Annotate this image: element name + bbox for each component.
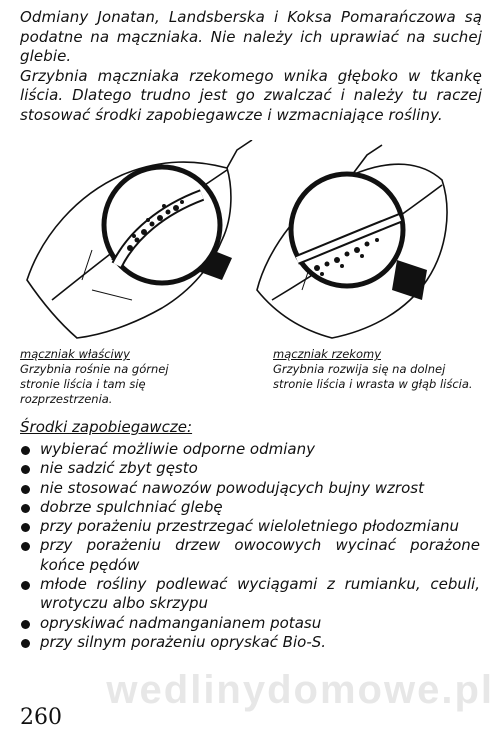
intro-paragraph-1: Odmiany Jonatan, Landsberska i Koksa Pomarańczowa są podatne na mączniaka. Nie należy ich uprawiać na suchej glebie. — [20, 8, 482, 65]
list-item-text: przy silnym porażeniu opryskać Bio-S. — [40, 632, 327, 651]
list-item — [20, 498, 480, 517]
intro-paragraph-2: Grzybnia mączniaka rzekomego wnika głęboko w tkankę liścia. Dlatego trudno jest go zwalczać i należy tu raczej stosować środki zapobiegawcze i wzmacniające rośliny. — [20, 66, 482, 124]
list-item — [20, 459, 480, 478]
caption-right — [273, 347, 473, 392]
list-item-text: wybierać możliwie odporne odmiany — [40, 440, 315, 458]
bullet-icon — [21, 542, 30, 551]
list-item-text: opryskiwać nadmanganianem potasu — [40, 613, 322, 632]
list-item-text: nie sadzić zbyt gęsto — [40, 459, 198, 478]
leaf-magnifier-illustration — [22, 140, 472, 345]
bullet-icon — [21, 446, 30, 455]
section-title: Środki zapobiegawcze: — [20, 418, 193, 436]
caption-right-title: mączniak rzekomy — [273, 347, 381, 361]
bullet-icon — [21, 504, 30, 513]
list-item — [20, 440, 480, 459]
list-item-text: przy porażeniu drzew owocowych wycinać porażone końce pędów — [40, 536, 480, 574]
intro-text — [20, 8, 482, 125]
bullet-icon — [21, 485, 30, 494]
list-item — [20, 536, 480, 575]
bullet-icon — [21, 465, 30, 474]
bullet-icon — [21, 523, 30, 532]
caption-right-text: Grzybnia rozwija się na dolnej stronie liścia i wrasta w głąb liścia. — [273, 362, 473, 391]
list-item — [20, 479, 480, 498]
list-item — [20, 633, 480, 652]
list-item — [20, 614, 480, 633]
list-item — [20, 517, 480, 536]
caption-left-title: mączniak właściwy — [20, 347, 130, 361]
right-magnifier-drawing — [291, 174, 427, 300]
list-item-text: młode rośliny podlewać wyciągami z rumianku, cebuli, wrotyczu albo skrzypu — [40, 575, 480, 613]
caption-left-text: Grzybnia rośnie na górnej stronie liścia i tam się rozprzestrzenia. — [20, 362, 169, 406]
bullet-icon — [21, 581, 30, 590]
list-item-text: nie stosować nawozów powodujących bujny wzrost — [40, 478, 424, 497]
page-number: 260 — [20, 705, 62, 730]
bullet-icon — [21, 639, 30, 648]
caption-left — [20, 347, 210, 407]
list-item-text: dobrze spulchniać glebę — [40, 497, 223, 516]
left-magnifier-drawing — [104, 167, 232, 283]
bullet-icon — [21, 620, 30, 629]
list-item-text: przy porażeniu przestrzegać wieloletniego płodozmianu — [40, 517, 460, 536]
prevention-list — [20, 440, 480, 652]
list-item — [20, 575, 480, 614]
watermark: wedlinydomowe.pl — [106, 668, 494, 712]
